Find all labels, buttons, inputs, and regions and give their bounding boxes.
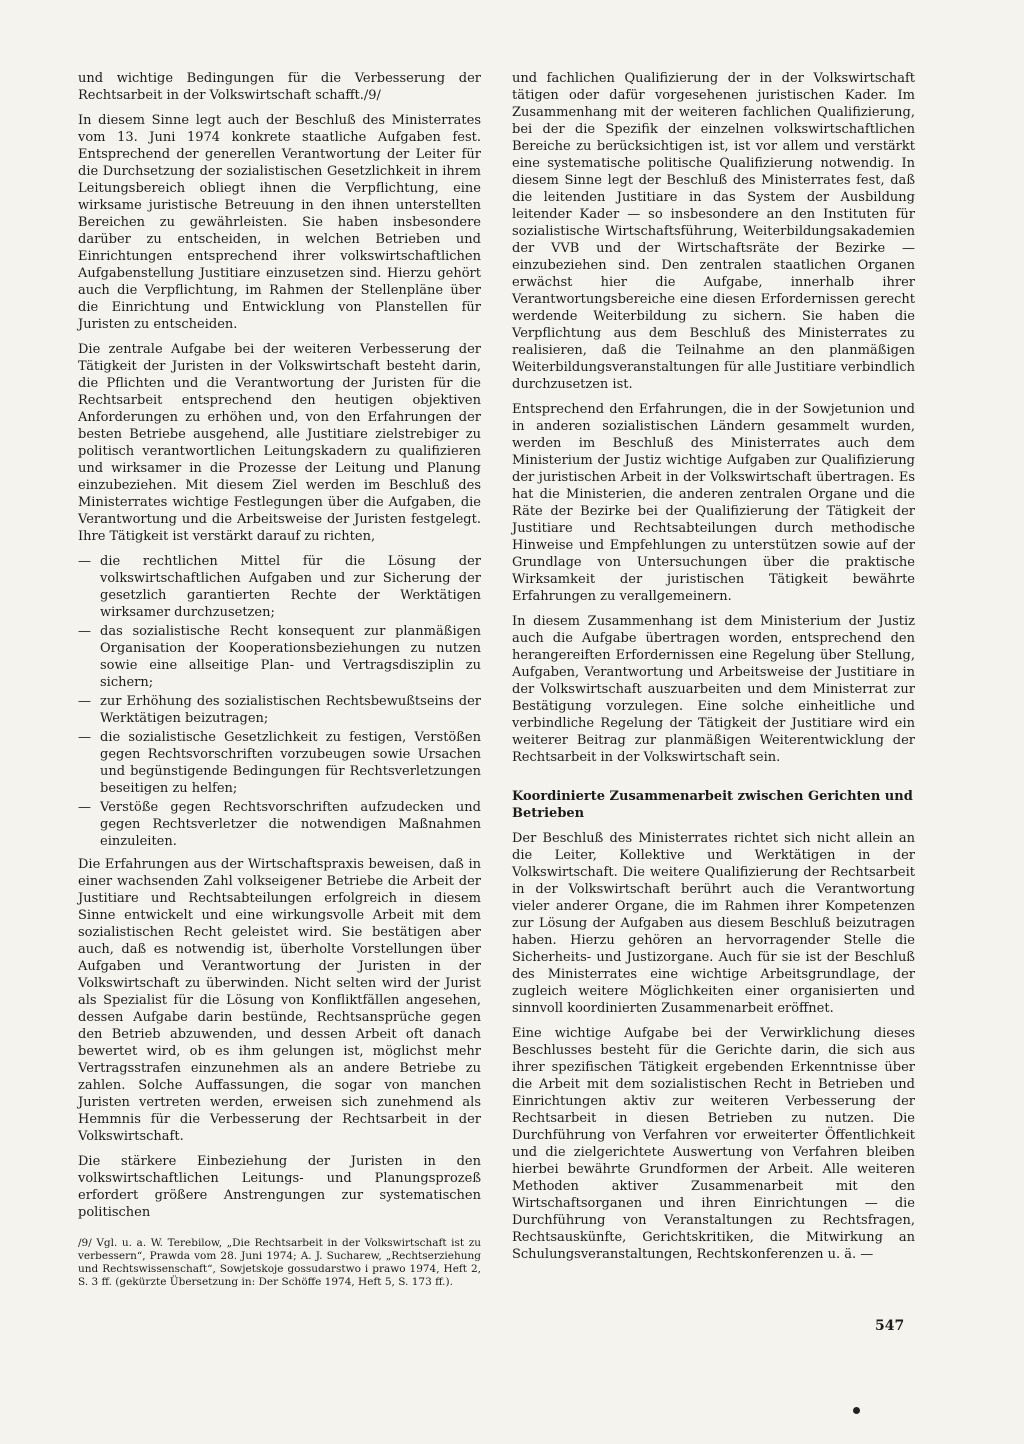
dash-marker: — xyxy=(78,800,91,815)
ink-speck xyxy=(853,1407,860,1414)
paragraph: Der Beschluß des Ministerrates richtet sich nicht allein an die Leiter, Kollektive und Werktätigen in der Volkswirtschaft. Die weitere Qualifizierung der Rechtsarbeit in der Volkswirtschaft berührt auch die Verantwortung vieler anderer Organe, die im Rahmen ihrer Kompetenzen zur Lösung der Aufgaben aus diesem Beschluß beizutragen haben. Hierzu gehören an hervorragender Stelle die Sicherheits- und Justizorgane. Auch für sie ist der Beschluß des Ministerrates eine wichtige Arbeitsgrundlage, der zugleich weitere Möglichkeiten einer organisierten und sinnvoll koordinierten Zusammenarbeit eröffnet. xyxy=(512,831,915,1016)
list-item-text: Verstöße gegen Rechtsvorschriften aufzudecken und gegen Rechtsverletzer die notwendigen Maßnahmen einzuleiten. xyxy=(100,800,481,849)
paragraph: Die Erfahrungen aus der Wirtschaftspraxis beweisen, daß in einer wachsenden Zahl volkseigener Betriebe die Arbeit der Justitiare und Rechtsabteilungen erfolgreich in diesem Sinne entwickelt und eine wirkungsvolle Arbeit mit dem sozialistischen Recht geleistet wird. Sie bestätigen aber auch, daß es notwendig ist, überholte Vorstellungen über Aufgaben und Verantwortung der Juristen in der Volkswirtschaft zu überwinden. Nicht selten wird der Jurist als Spezialist für die Lösung von Konfliktfällen angesehen, dessen Aufgabe darin bestünde, Rechtsansprüche gegen den Betrieb abzuwenden, und dessen Arbeit oft danach bewertet wird, ob es ihm gelungen ist, möglichst mehr Vertragsstrafen einzunehmen als an andere Betriebe zu zahlen. Solche Auffassungen, die sogar von manchen Juristen vertreten werden, erweisen sich zunehmend als Hemmnis für die Verbesserung der Rechtsarbeit in der Volkswirtschaft. xyxy=(78,857,481,1144)
footnote: /9/ Vgl. u. a. W. Terebilow, „Die Rechtsarbeit in der Volkswirtschaft ist zu verbessern“, Prawda vom 28. Juni 1974; A. J. Sucharew, „Rechtserziehung und Rechtswissenschaft“, Sowjetskoje gossudarstwo i prawo 1974, Heft 2, S. 3 ff. (gekürzte Übersetzung in: Der Schöffe 1974, Heft 5, S. 173 ff.). xyxy=(78,1237,481,1288)
dash-marker: — xyxy=(78,694,91,709)
left-column xyxy=(78,70,481,1229)
list-item-text: zur Erhöhung des sozialistischen Rechtsbewußtseins der Werktätigen beizutragen; xyxy=(100,694,481,726)
list-item-text: das sozialistische Recht konsequent zur planmäßigen Organisation der Kooperationsbeziehungen zu nutzen sowie eine allseitige Plan- und Vertragsdisziplin zu sichern; xyxy=(100,624,481,690)
list-item xyxy=(78,623,481,691)
list-item xyxy=(78,729,481,797)
list-item xyxy=(78,799,481,850)
dash-list xyxy=(78,553,481,850)
section-heading: Koordinierte Zusammenarbeit zwischen Gerichten und Betrieben xyxy=(512,789,913,821)
paragraph: und fachlichen Qualifizierung der in der Volkswirtschaft tätigen oder dafür vorgesehenen juristischen Kader. Im Zusammenhang mit der weiteren fachlichen Qualifizierung, bei der die Spezifik der einzelnen volkswirtschaftlichen Bereiche zu berücksichtigen ist, ist vor allem und verstärkt eine systematische politische Qualifizierung notwendig. In diesem Sinne legt der Beschluß des Ministerrates fest, daß die leitenden Justitiare in das System der Ausbildung leitender Kader — so insbesondere an den Instituten für sozialistische Wirtschaftsführung, Weiterbildungsakademien der VVB und der Wirtschaftsräte der Bezirke — einzubeziehen sind. Den zentralen staatlichen Organen erwächst hier die Aufgabe, innerhalb ihrer Verantwortungsbereiche eine diesen Erfordernissen gerecht werdende Weiterbildung zu sichern. Sie haben die Verpflichtung aus dem Beschluß des Ministerrates zu realisieren, daß die Teilnahme an den planmäßigen Weiterbildungsveranstaltungen für alle Justitiare verbindlich durchzusetzen ist. xyxy=(512,71,915,392)
paragraph: In diesem Zusammenhang ist dem Ministerium der Justiz auch die Aufgabe übertragen worden, entsprechend den herangereiften Erfordernissen eine Regelung über Stellung, Aufgaben, Verantwortung und Arbeitsweise der Justitiare in der Volkswirtschaft auszuarbeiten und dem Ministerrat zur Bestätigung vorzulegen. Eine solche einheitliche und verbindliche Regelung der Tätigkeit der Justitiare wird ein weiterer Beitrag zur planmäßigen Weiterentwicklung der Rechtsarbeit in der Volkswirtschaft sein. xyxy=(512,614,915,765)
paragraph: und wichtige Bedingungen für die Verbesserung der Rechtsarbeit in der Volkswirtschaft schafft./9/ xyxy=(78,71,481,103)
dash-marker: — xyxy=(78,624,91,639)
list-item-text: die rechtlichen Mittel für die Lösung der volkswirtschaftlichen Aufgaben und zur Sicherung der gesetzlich garantierten Rechte der Werktätigen wirksamer durchzusetzen; xyxy=(100,554,481,620)
right-column xyxy=(512,70,915,1271)
list-item xyxy=(78,553,481,621)
paragraph: Die zentrale Aufgabe bei der weiteren Verbesserung der Tätigkeit der Juristen in der Volkswirtschaft besteht darin, die Pflichten und die Verantwortung der Juristen für die Rechtsarbeit entsprechend den heutigen objektiven Anforderungen zu erhöhen und, von den Erfahrungen der besten Betriebe ausgehend, alle Justitiare zielstrebiger zu politisch verantwortlichen Leitungskadern zu qualifizieren und wirksamer in die Prozesse der Leitung und Planung einzubeziehen. Mit diesem Ziel werden im Beschluß des Ministerrates wichtige Festlegungen über die Aufgaben, die Verantwortung und die Arbeitsweise der Juristen festgelegt. Ihre Tätigkeit ist verstärkt darauf zu richten, xyxy=(78,342,481,544)
paragraph: Eine wichtige Aufgabe bei der Verwirklichung dieses Beschlusses besteht für die Gerichte darin, die sich aus ihrer spezifischen Tätigkeit ergebenden Erkenntnisse über die Arbeit mit dem sozialistischen Recht in Betrieben und Einrichtungen aktiv zur weiteren Verbesserung der Rechtsarbeit in diesen Betrieben zu nutzen. Die Durchführung von Verfahren vor erweiterter Öffentlichkeit und die zielgerichtete Auswertung von Verfahren bleiben hierbei bewährte Grundformen der Arbeit. Alle weiteren Methoden aktiver Zusammenarbeit mit den Wirtschaftsorganen und ihren Einrichtungen — die Durchführung von Veranstaltungen zu Rechtsfragen, Rechtsauskünfte, Gerichtskritiken, die Mitwirkung an Schulungsveranstaltungen, Rechtskonferenzen u. ä. — xyxy=(512,1026,915,1262)
dash-marker: — xyxy=(78,554,91,569)
list-item xyxy=(78,693,481,727)
list-item-text: die sozialistische Gesetzlichkeit zu festigen, Verstößen gegen Rechtsvorschriften vorzubeugen sowie Ursachen und begünstigende Bedingungen für Rechtsverletzungen beseitigen zu helfen; xyxy=(100,730,481,796)
page-number: 547 xyxy=(875,1318,905,1334)
dash-marker: — xyxy=(78,730,91,745)
paragraph: Die stärkere Einbeziehung der Juristen in den volkswirtschaftlichen Leitungs- und Planungsprozeß erfordert größere Anstrengungen zur systematischen politischen xyxy=(78,1154,481,1220)
paragraph: In diesem Sinne legt auch der Beschluß des Ministerrates vom 13. Juni 1974 konkrete staatliche Aufgaben fest. Entsprechend der generellen Verantwortung der Leiter für die Durchsetzung der sozialistischen Gesetzlichkeit in ihrem Leitungsbereich obliegt ihnen die Verpflichtung, eine wirksame juristische Betreuung in den ihnen unterstellten Bereichen zu gewährleisten. Sie haben insbesondere darüber zu entscheiden, in welchen Betrieben und Einrichtungen entsprechend ihrer volkswirtschaftlichen Aufgabenstellung Justitiare einzusetzen sind. Hierzu gehört auch die Verpflichtung, im Rahmen der Stellenpläne über die Einrichtung und Entwicklung von Planstellen für Juristen zu entscheiden. xyxy=(78,113,481,332)
paragraph: Entsprechend den Erfahrungen, die in der Sowjetunion und in anderen sozialistischen Ländern gesammelt wurden, werden im Beschluß des Ministerrates auch dem Ministerium der Justiz wichtige Aufgaben zur Qualifizierung der juristischen Arbeit in der Volkswirtschaft übertragen. Es hat die Ministerien, die anderen zentralen Organe und die Räte der Bezirke bei der Qualifizierung der Tätigkeit der Justitiare und Rechtsabteilungen durch methodische Hinweise und Empfehlungen zu unterstützen sowie auf der Grundlage von Untersuchungen über die praktische Wirksamkeit der juristischen Tätigkeit bewährte Erfahrungen zu verallgemeinern. xyxy=(512,402,915,604)
